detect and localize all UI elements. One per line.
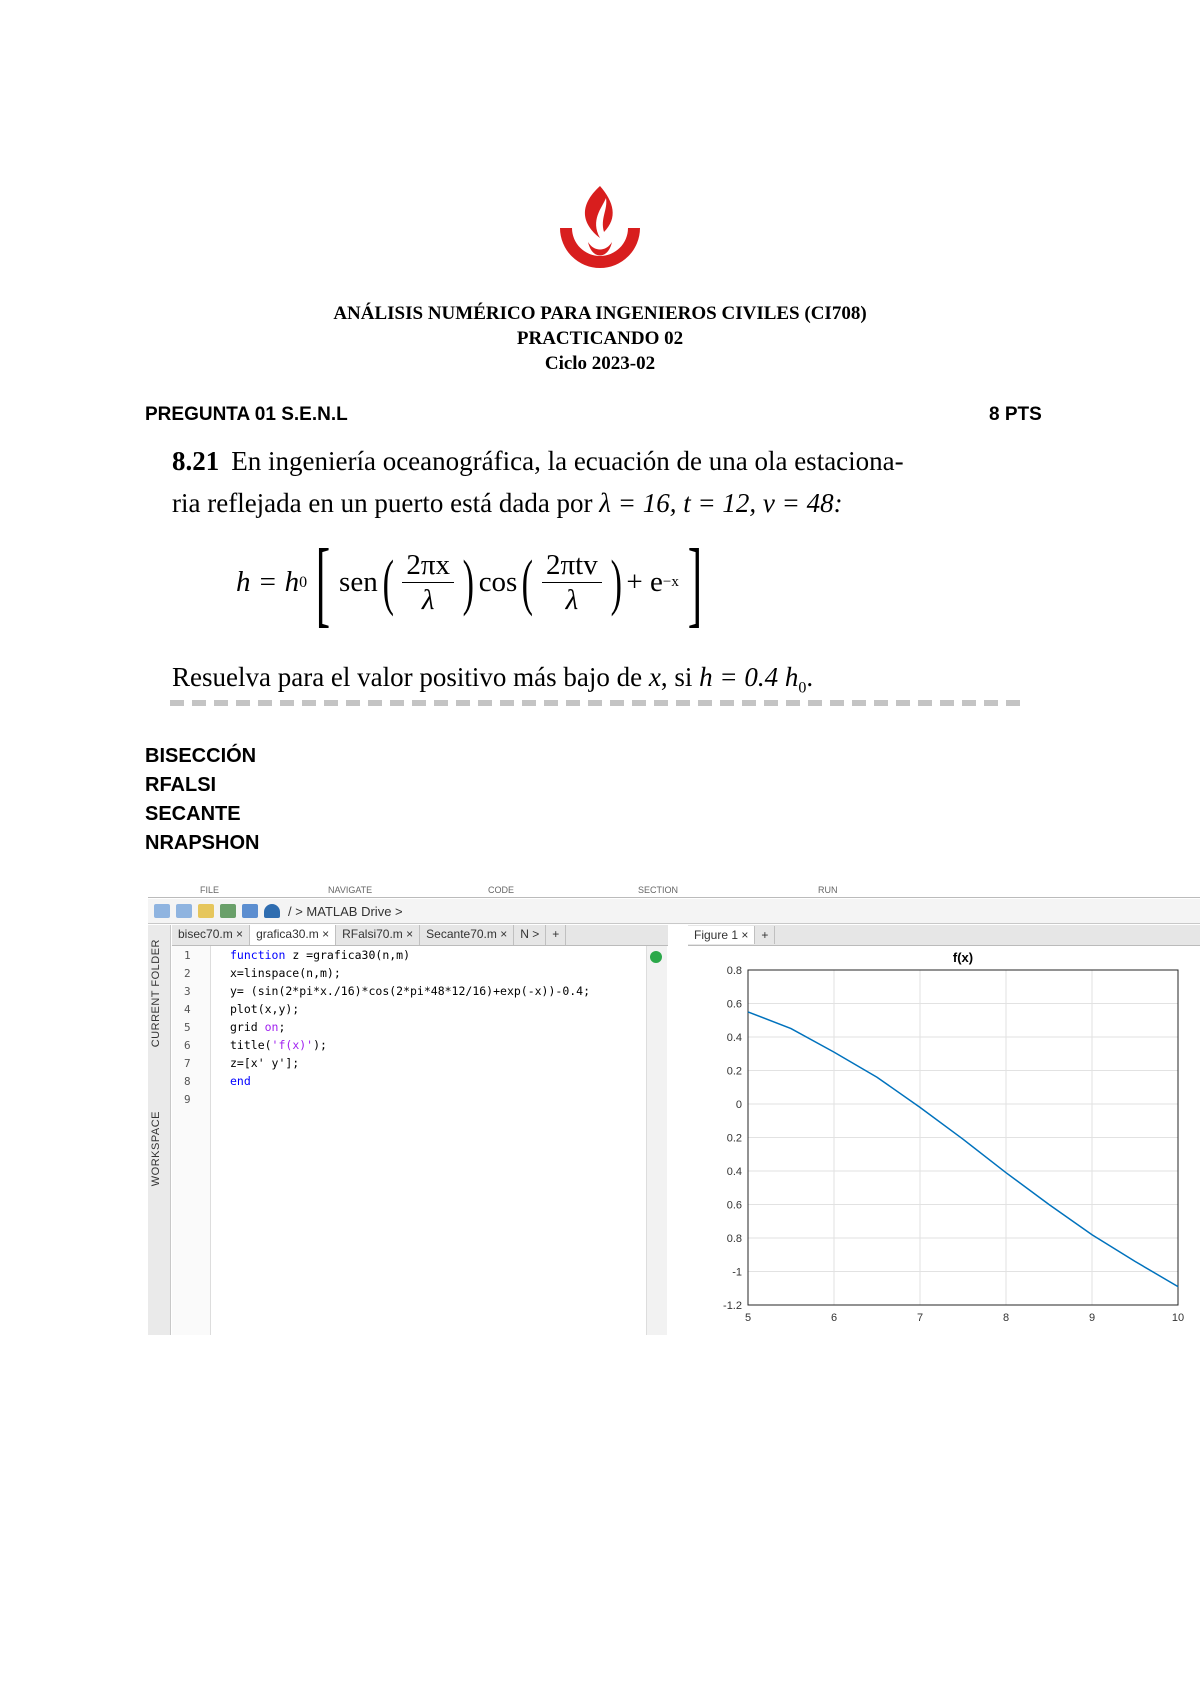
x-tick-label: 10 (1171, 1312, 1185, 1324)
y-tick-label: -1 (732, 1266, 742, 1279)
browse-folder-icon[interactable] (220, 904, 236, 918)
university-logo (548, 180, 652, 288)
resolve-line: Resuelva para el valor positivo más bajo de x, si h = 0.4 $h_0$. (172, 662, 814, 697)
wave-formula (236, 528, 711, 636)
fraction-1: $\frac{2\pi x}{\lambda}$ (402, 548, 454, 617)
x-tick-label: 8 (1002, 1312, 1010, 1324)
y-tick-label: -1.2 (723, 1300, 742, 1312)
problem-statement (172, 440, 1052, 524)
formula-exp: + e (626, 566, 663, 598)
code-line[interactable]: x=linspace(n,m); (230, 966, 341, 980)
code-line[interactable]: z=[x' y']; (230, 1056, 300, 1070)
toolstrip-sections: FILE NAVIGATE CODE SECTION RUN (148, 885, 1200, 898)
method-item: NRAPSHON (145, 832, 260, 854)
code-line[interactable]: end (230, 1074, 251, 1088)
y-tick-label: 0.8 (726, 1233, 742, 1245)
left-bracket: [ (315, 528, 331, 636)
matlab-screenshot (148, 885, 1200, 1335)
editor-scrollbar[interactable] (646, 946, 667, 1335)
y-tick-label: 0.6 (726, 1199, 742, 1212)
problem-params: λ = 16, t = 12, v = 48: (599, 488, 843, 518)
code-line[interactable]: title('f(x)'); (230, 1038, 327, 1052)
question-points: 8 PTS (989, 404, 1042, 425)
tab-grafica30[interactable]: grafica30.m × (250, 925, 336, 945)
y-tick-label: 0.4 (726, 1166, 742, 1178)
x-tick-label: 9 (1088, 1312, 1096, 1324)
forward-arrow-icon[interactable] (176, 904, 192, 918)
add-tab-button[interactable]: + (546, 925, 566, 945)
line-gutter: 1 2 3 4 5 6 7 8 9 (172, 946, 211, 1335)
methods-list (145, 742, 259, 858)
code-line[interactable]: grid on; (230, 1020, 286, 1034)
formula-cos: cos (478, 566, 518, 598)
code-line[interactable]: function z =grafica30(n,m) (230, 948, 411, 962)
formula-lhs: h = h (236, 566, 300, 598)
x-tick-label: 6 (830, 1312, 838, 1324)
cloud-icon (264, 904, 280, 918)
tab-figure-1[interactable]: Figure 1 × (688, 926, 755, 944)
workspace-tab[interactable]: WORKSPACE (150, 1111, 162, 1187)
close-icon[interactable]: × (500, 927, 508, 941)
formula-sen: sen (339, 566, 378, 598)
navigation-bar (148, 899, 1200, 924)
close-icon[interactable]: × (406, 927, 414, 941)
right-paren: ) (462, 548, 475, 617)
figure-pane (688, 925, 1200, 1335)
editor-tabs (172, 925, 668, 946)
chevron-right-icon[interactable]: > (532, 927, 540, 941)
refresh-icon[interactable] (242, 904, 258, 918)
chart-title: f(x) (952, 950, 974, 965)
back-arrow-icon[interactable] (154, 904, 170, 918)
y-tick-label: 0.8 (726, 965, 742, 977)
add-figure-button[interactable]: + (755, 926, 775, 944)
course-title: ANÁLISIS NUMÉRICO PARA INGENIEROS CIVILES (CI708) (333, 303, 867, 324)
tab-secante70[interactable]: Secante70.m × (420, 925, 514, 945)
left-paren: ( (382, 548, 394, 617)
fx-plot (688, 945, 1200, 1335)
question-label: PREGUNTA 01 S.E.N.L (145, 404, 348, 425)
cropped-text-strip (170, 700, 1020, 706)
problem-line-1: En ingeniería oceanográfica, la ecuación de una ola estaciona- (231, 446, 904, 476)
code-ok-icon (650, 951, 662, 963)
right-paren-2: ) (610, 548, 622, 617)
y-tick-label: 0.2 (726, 1065, 742, 1078)
right-bracket: ] (687, 528, 703, 636)
close-icon[interactable]: × (741, 928, 749, 942)
fraction-2: $\frac{\text{2πtv}}{\lambda}$ (542, 548, 602, 617)
current-folder-tab[interactable]: CURRENT FOLDER (150, 939, 162, 1048)
code-editor (172, 925, 668, 1335)
current-path[interactable]: / > MATLAB Drive > (288, 903, 403, 919)
side-panel (148, 925, 171, 1335)
close-icon[interactable]: × (236, 927, 244, 941)
method-item: RFALSI (145, 774, 217, 796)
method-item: SECANTE (145, 803, 241, 825)
y-tick-label: 0 (735, 1099, 742, 1111)
problem-number: 8.21 (172, 446, 220, 476)
close-icon[interactable]: × (322, 927, 330, 941)
y-tick-label: 0.6 (726, 998, 742, 1011)
cycle-label: Ciclo 2023-02 (544, 353, 656, 374)
code-line[interactable]: plot(x,y); (230, 1002, 300, 1016)
left-paren-2: ( (522, 548, 534, 617)
y-tick-label: 0.4 (726, 1032, 742, 1044)
y-tick-label: 0.2 (726, 1132, 742, 1145)
problem-line-2: ria reflejada en un puerto está dada por (172, 488, 600, 518)
method-item: BISECCIÓN (145, 745, 257, 767)
figure-tabs (688, 925, 1200, 946)
tab-n[interactable]: N > (514, 925, 546, 945)
formula-exp-sup: −x (662, 574, 679, 590)
formula-lhs-sub: 0 (299, 573, 308, 591)
folder-up-icon[interactable] (198, 904, 214, 918)
tab-bisec70[interactable]: bisec70.m × (172, 925, 250, 945)
code-line[interactable]: y= (sin(2*pi*x./16)*cos(2*pi*48*12/16)+exp(-x))-0.4; (230, 984, 591, 998)
practice-title: PRACTICANDO 02 (516, 328, 684, 349)
tab-rfalsi70[interactable]: RFalsi70.m × (336, 925, 420, 945)
x-tick-label: 5 (744, 1312, 752, 1324)
x-tick-label: 7 (916, 1312, 924, 1324)
